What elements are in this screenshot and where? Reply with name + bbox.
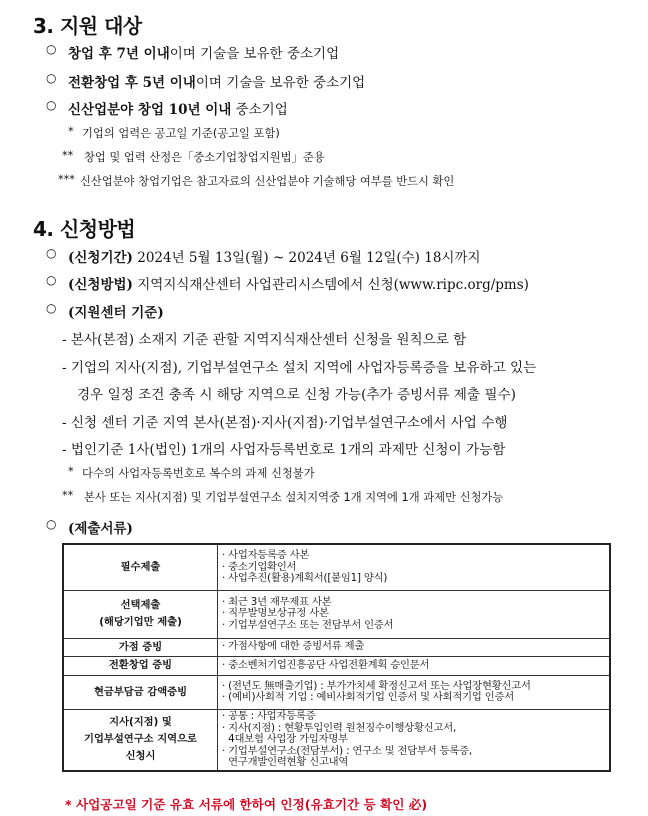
document-list (218, 638, 611, 656)
document-category-line: 전환창업 증빙 (108, 659, 173, 671)
documents-table-row (63, 656, 610, 675)
validity-footnote: * 사업공고일 기준 유효 서류에 한하여 인정(유효기간 등 확인 必) (65, 797, 428, 812)
document-category-line: 지사(지점) 및 (109, 716, 172, 729)
document-line: 연구개발인력현황 신고내역 (222, 756, 349, 768)
document-line: · 중소기업확인서 (222, 560, 297, 573)
criteria-line-3: 경우 일정 조건 충족 시 해당 지역으로 신청 가능(추가 증빙서류 제출 필수) (77, 387, 516, 403)
document-list (218, 590, 611, 638)
document-category-line: 현금부담금 감액증빙 (93, 685, 188, 698)
documents-table (62, 543, 611, 772)
section-3-heading: 3. 지원 대상 (33, 14, 142, 38)
document-category-line: 필수제출 (120, 560, 161, 573)
document-line: · 기업부설연구소 또는 전담부서 인증서 (222, 618, 394, 631)
document-line: · 공통 : 사업자등록증 (222, 710, 316, 722)
criteria-line-5: - 법인기준 1사(법인) 1개의 사업자등록번호로 1개의 과제만 신청이 가능함 (62, 442, 506, 458)
document-line: · (전년도 無매출기업) : 부가가치세 확정신고서 또는 사업장현황신고서 (222, 679, 531, 692)
document-category-line: 가점 증빙 (118, 640, 163, 653)
documents-table-row (63, 590, 610, 638)
document-category (63, 544, 218, 590)
document-line: 4대보험 사업장 가입자명부 (222, 733, 348, 745)
document-line: · (예비)사회적 기업 : 예비사회적기업 인증서 및 사회적기업 인증서 (222, 691, 514, 703)
criteria-line-2: - 기업의 지사(지점), 기업부설연구소 설치 지역에 사업자등록증을 보유하고 있는 (62, 360, 537, 376)
criteria-line-4: - 신청 센터 기준 지역 본사(본점)·지사(지점)·기업부설연구소에서 사업 수행 (62, 415, 508, 431)
documents-table-row (63, 544, 610, 590)
section-4-heading: 4. 신청방법 (33, 217, 136, 241)
document-line: · 중소벤처기업진흥공단 사업전환계획 승인문서 (222, 658, 430, 671)
document-category-line: 선택제출 (120, 599, 161, 611)
documents-table-row (63, 709, 610, 771)
document-line: · 사업추진(활용)계획서([붙임1] 양식) (222, 572, 388, 584)
document-category-line: (해당기업만 제출) (99, 616, 182, 628)
document-line: · 직무발명보상규정 사본 (222, 607, 329, 620)
document-line: · 최근 3년 재무제표 사본 (222, 595, 332, 608)
document-category (63, 590, 218, 638)
criteria-line-1: - 본사(본점) 소재지 기준 관할 지역지식재산센터 신청을 원칙으로 함 (62, 332, 467, 348)
document-category-line: 신청시 (125, 750, 156, 763)
document-list (218, 656, 611, 675)
documents-table-row (63, 638, 610, 656)
document-category (63, 675, 218, 709)
documents-table-row (63, 675, 610, 709)
document-category (63, 709, 218, 771)
document-list (218, 544, 611, 590)
document-category (63, 638, 218, 656)
document-list (218, 709, 611, 771)
document-line: · 지사(지점) : 현황투입인력 원천징수이행상황신고서, (222, 721, 457, 734)
document-category (63, 656, 218, 675)
document-list (218, 675, 611, 709)
document-line: · 사업자등록증 사본 (222, 549, 310, 561)
document-category-line: 기업부설연구소 지역으로 (84, 733, 197, 746)
document-line: · 가점사항에 대한 증빙서류 제출 (222, 640, 365, 653)
document-line: · 기업부설연구소(전담부서) : 연구소 및 전담부서 등록증, (222, 744, 472, 757)
